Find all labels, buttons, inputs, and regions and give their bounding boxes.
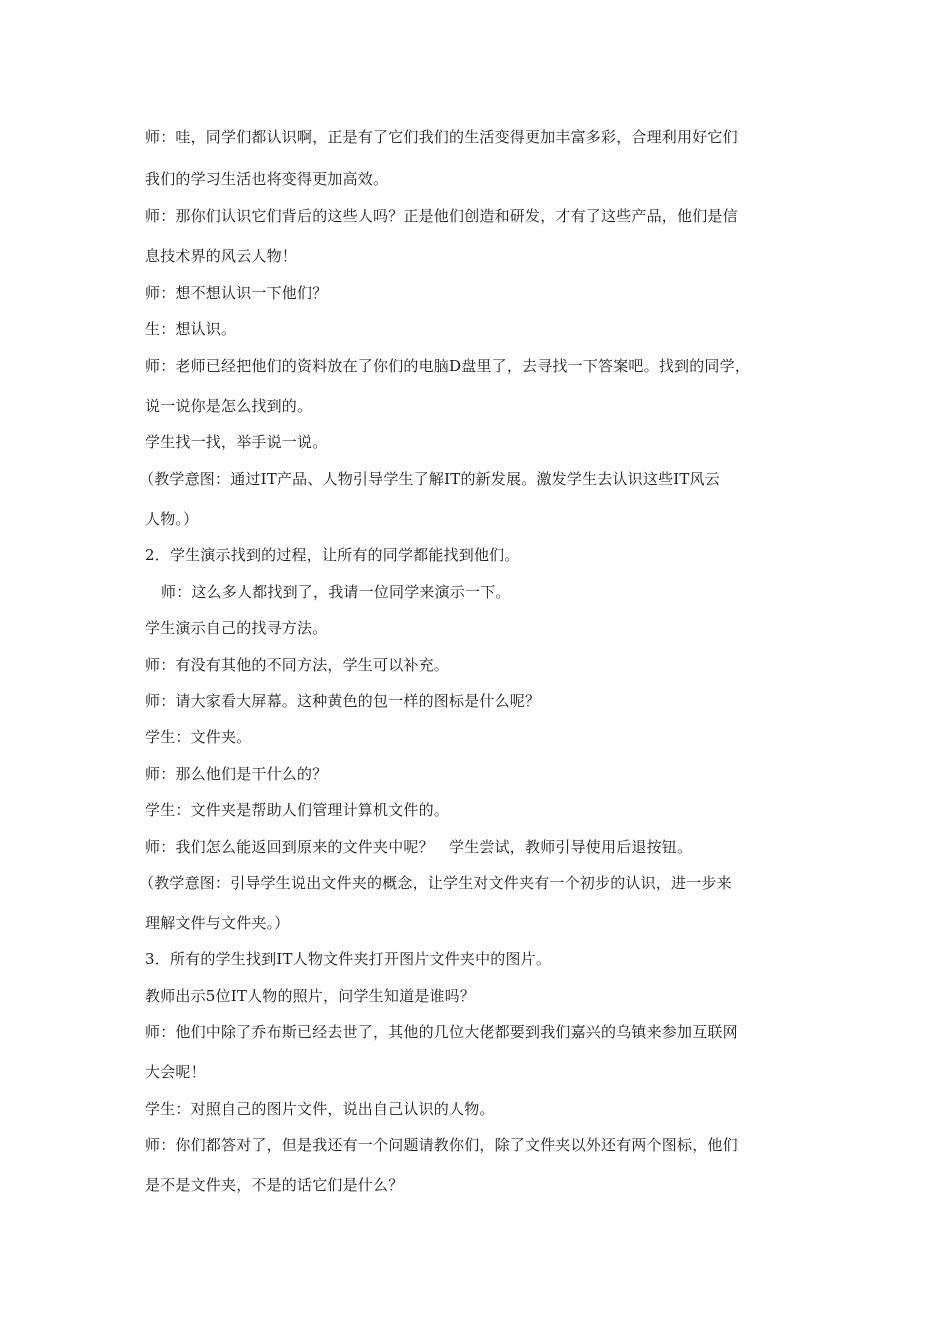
paragraph-line: 大会呢！: [145, 1063, 206, 1081]
paragraph-line: 师：我们怎么能返回到原来的文件夹中呢？ 学生尝试，教师引导使用后退按钮。: [145, 838, 693, 856]
paragraph-line: 说一说你是怎么找到的。: [145, 397, 313, 415]
paragraph-line: 学生演示自己的找寻方法。: [145, 619, 328, 637]
paragraph-line: 学生找一找，举手说一说。: [145, 433, 328, 451]
paragraph-line: 师：想不想认识一下他们？: [145, 284, 328, 302]
paragraph-line: （教学意图：通过IT产品、人物引导学生了解IT的新发展。激发学生去认识这些IT风云: [139, 470, 720, 488]
paragraph-line: （教学意图：引导学生说出文件夹的概念，让学生对文件夹有一个初步的认识，进一步来: [139, 874, 732, 892]
paragraph-line: 学生：对照自己的图片文件，说出自己认识的人物。: [145, 1100, 495, 1118]
paragraph-line: 师：那么他们是干什么的？: [145, 765, 328, 783]
paragraph-line: 学生：文件夹是帮助人们管理计算机文件的。: [145, 801, 450, 819]
paragraph-line: 师：那你们认识它们背后的这些人吗？正是他们创造和研发，才有了这些产品，他们是信: [145, 207, 738, 225]
paragraph-line: 2．学生演示找到的过程，让所有的同学都能找到他们。: [145, 546, 520, 564]
paragraph-line: 是不是文件夹，不是的话它们是什么？: [145, 1176, 404, 1194]
paragraph-line: 师：有没有其他的不同方法，学生可以补充。: [145, 656, 450, 674]
paragraph-line: 教师出示5位IT人物的照片，问学生知道是谁吗？: [145, 987, 476, 1005]
paragraph-line: 人物。）: [145, 510, 199, 528]
paragraph-line: 师：哇，同学们都认识啊，正是有了它们我们的生活变得更加丰富多彩，合理利用好它们: [145, 128, 738, 146]
paragraph-line: 理解文件与文件夹。）: [145, 914, 290, 932]
paragraph-line: 师：老师已经把他们的资料放在了你们的电脑D盘里了，去寻找一下答案吧。找到的同学，: [145, 357, 751, 375]
paragraph-line: 生：想认识。: [145, 320, 237, 338]
paragraph-line: 师：请大家看大屏幕。这种黄色的包一样的图标是什么呢？: [145, 692, 541, 710]
paragraph-line: 学生：文件夹。: [145, 728, 252, 746]
paragraph-line: 师：他们中除了乔布斯已经去世了，其他的几位大佬都要到我们嘉兴的乌镇来参加互联网: [145, 1023, 738, 1041]
paragraph-line: 我们的学习生活也将变得更加高效。: [145, 170, 389, 188]
paragraph-line: 3．所有的学生找到IT人物文件夹打开图片文件夹中的图片。: [145, 950, 552, 968]
paragraph-line: 息技术界的风云人物！: [145, 247, 298, 265]
paragraph-line: 师：你们都答对了，但是我还有一个问题请教你们，除了文件夹以外还有两个图标，他们: [145, 1136, 738, 1154]
paragraph-line: 师：这么多人都找到了，我请一位同学来演示一下。: [161, 583, 511, 601]
